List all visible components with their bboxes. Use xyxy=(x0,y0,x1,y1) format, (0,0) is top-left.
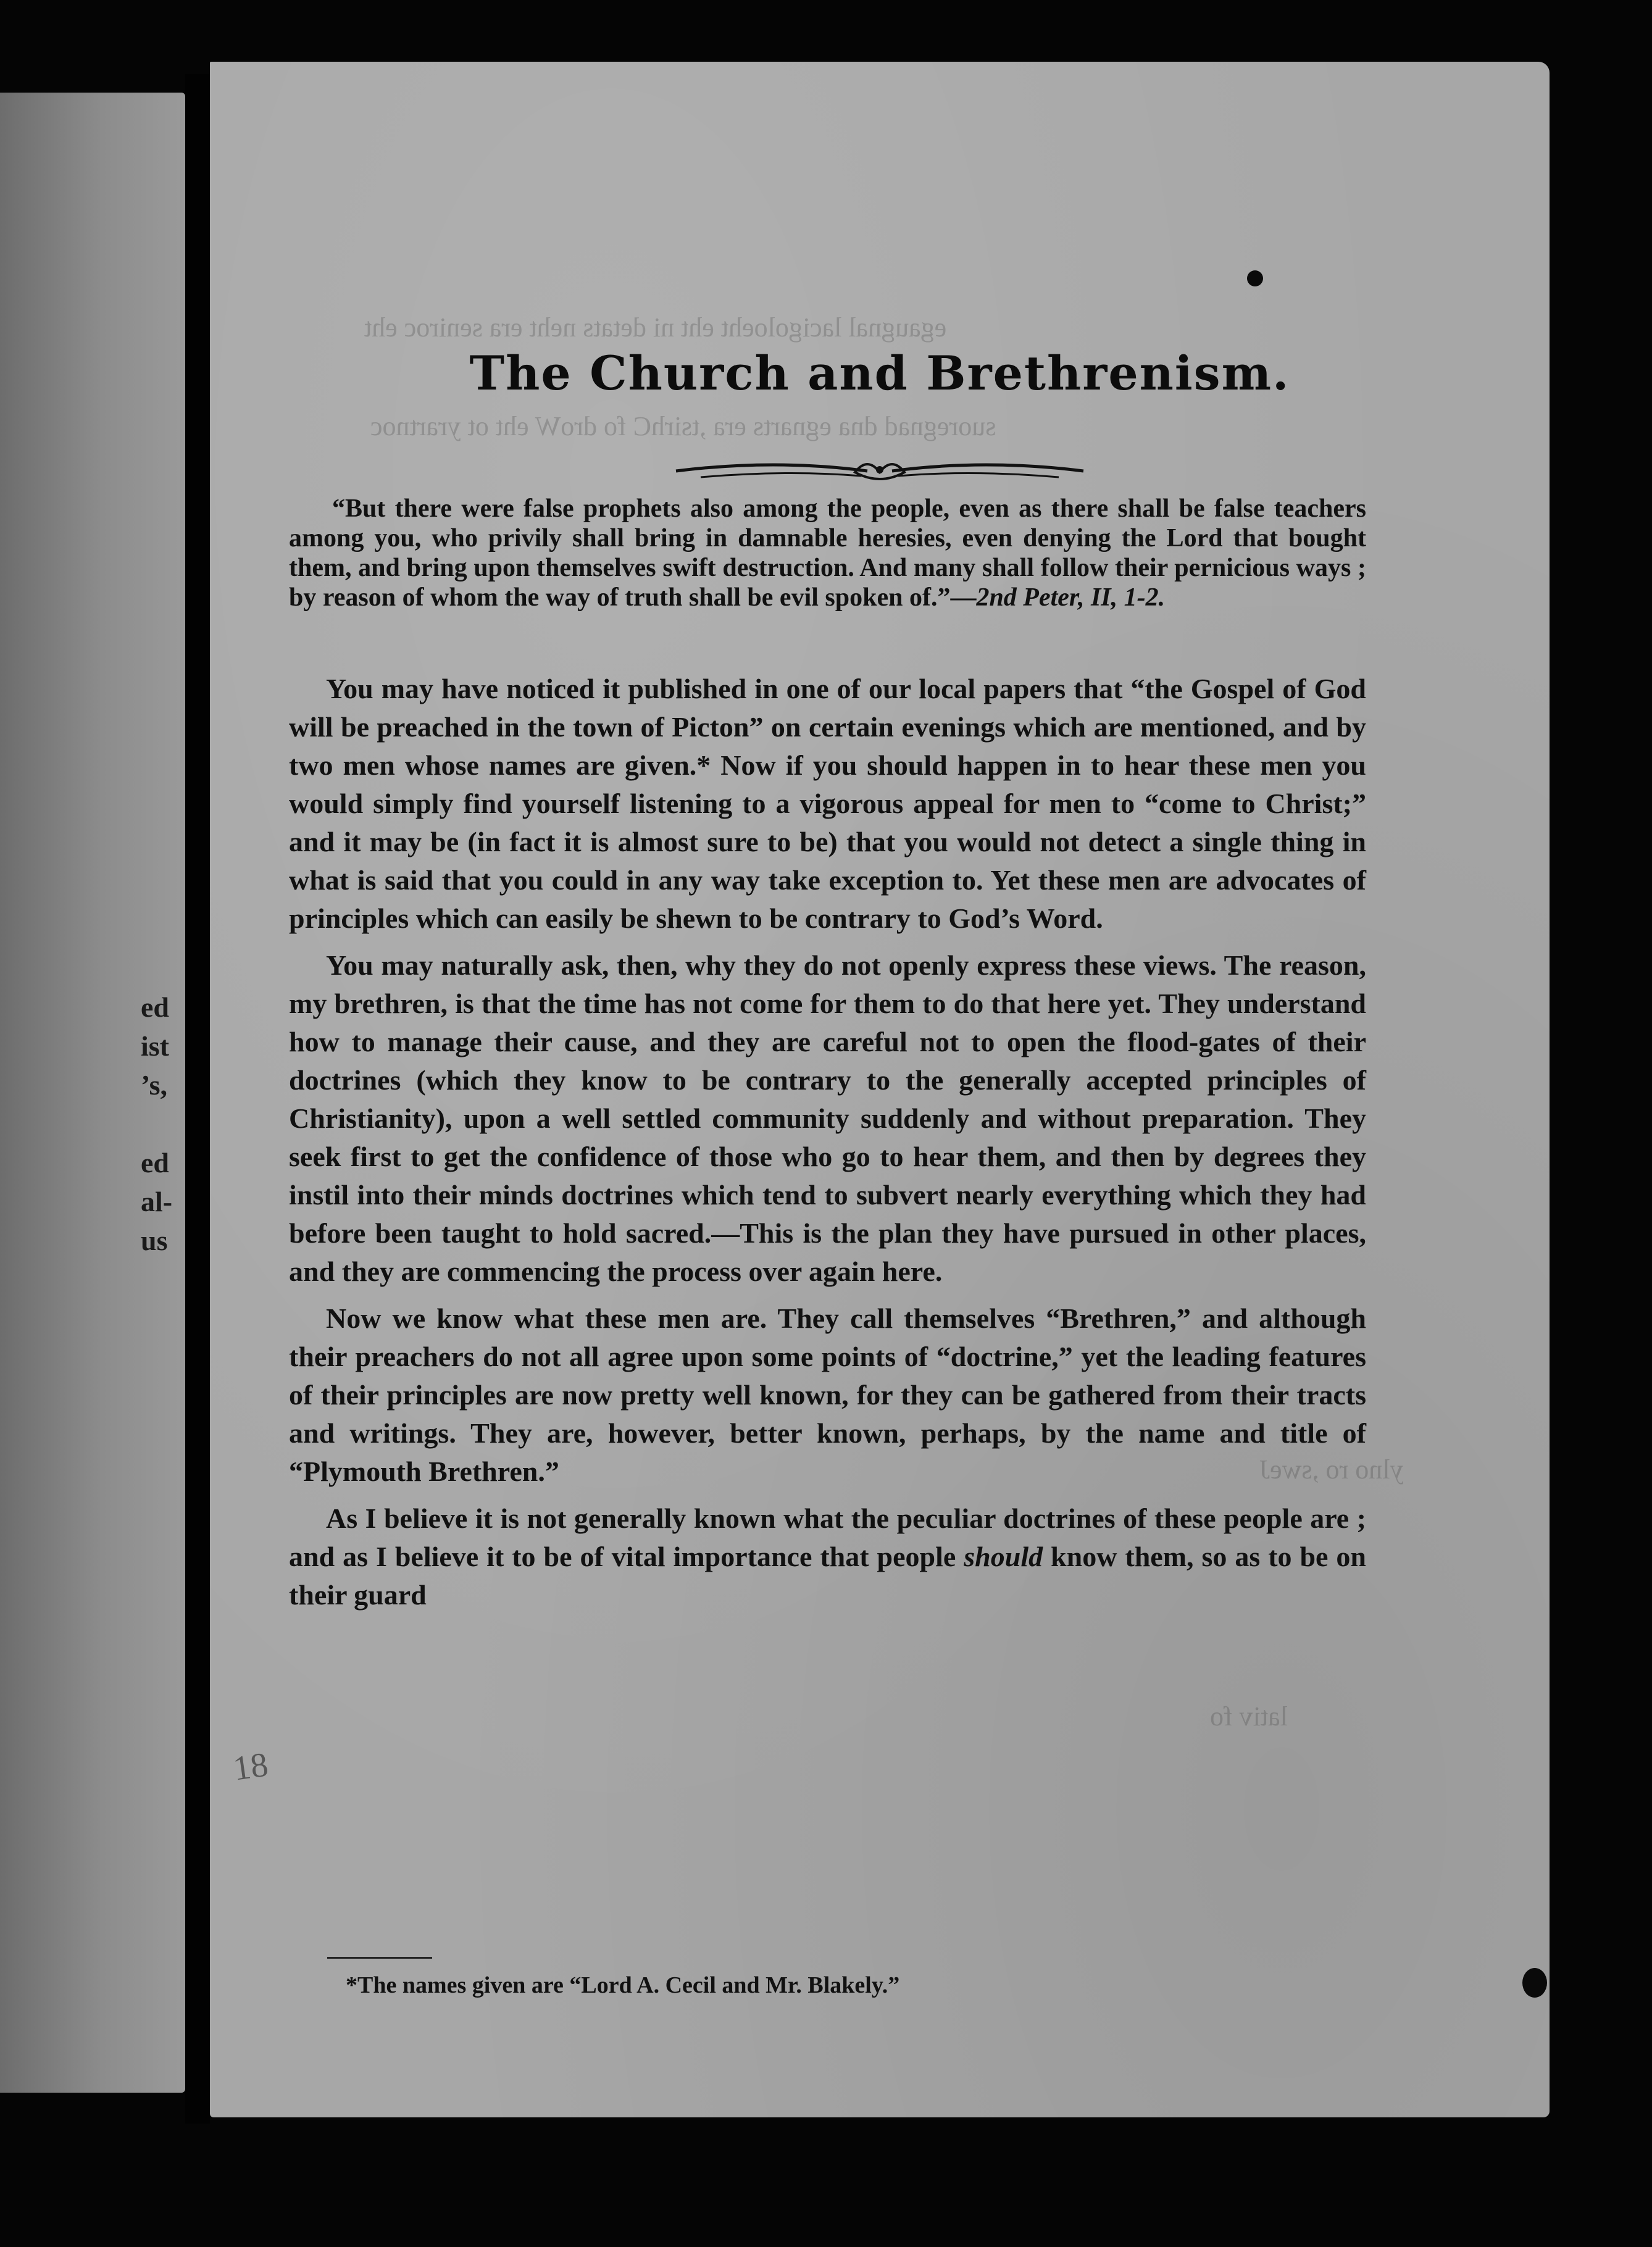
epigraph-citation: 2nd Peter, II, 1-2. xyxy=(976,583,1166,612)
paragraph: You may naturally ask, then, why they do not openly express these views. The reason, my brethren, is that the time has not come for them to do that here yet. They understand how to manage their cause, and they are careful not to open the flood-gates of their doctrines (which they know to be contrary to the generally accepted principles of Christianity), upon a well settled community suddenly and without preparation. They seek first to get the confidence of those who go to hear them, and then by degrees they instil into their minds doctrines which tend to subvert nearly everything which they had before been taught to hold sacred.—This is the plan they have pursued in other places, and they are commencing the process over again here. xyxy=(289,949,1366,1287)
handwritten-folio-mark: 18 xyxy=(230,1745,271,1788)
facing-page xyxy=(0,93,185,2093)
title-ornament xyxy=(664,448,1096,491)
bleed-through-text: ylno ro ,sweJ xyxy=(1259,1454,1404,1485)
bleed-through-text: lativ fo xyxy=(1210,1701,1288,1732)
footnote-rule xyxy=(327,1957,432,1959)
paragraph-text: As I believe it is not generally known what the peculiar doctrines of these people are ; and as I believe it to be of vital importance that people xyxy=(289,1503,1366,1572)
footnote: *The names given are “Lord A. Cecil and Mr. Blakely.” xyxy=(346,1972,900,1998)
paragraph: Now we know what these men are. They call themselves “Brethren,” and although their preachers do not all agree upon some points of “doctrine,” yet the leading features of their principles are now pretty well known, for they can be gathered from their tracts and writings. They are, however, better known, perhaps, by the name and title of “Plymouth Brethren.” xyxy=(289,1303,1366,1487)
paragraph xyxy=(289,1499,1366,1614)
ink-spot xyxy=(1247,270,1263,286)
ink-spot xyxy=(1522,1968,1547,1998)
binding-gutter xyxy=(185,74,210,2124)
epigraph-text: “But there were false prophets also among the people, even as there shall be false teachers among you, who privily shall bring in damnable heresies, even denying the Lord that bought them, and bring upon themselves swift destruction. And many shall follow their pernicious ways ; by reason of whom the way of truth shall be evil spoken of.”— xyxy=(289,494,1366,612)
paragraph: You may have noticed it published in one of our local papers that “the Gospel of God will be preached in the town of Picton” on certain evenings which are mentioned, and by two men whose names are given.* Now if you should happen in to hear these men you would simply find yourself listening to a vigorous appeal for men to “come to Christ;” and it may be (in fact it is almost sure to be) that you would not detect a single thing in what is said that you could in any way take exception to. Yet these men are advocates of principles which can easily be shewn to be contrary to God’s Word. xyxy=(289,673,1366,934)
facing-page-text-fragments: ed ist ’s, ed al- us xyxy=(141,991,173,1256)
document-page xyxy=(210,62,1550,2117)
body-text xyxy=(289,670,1366,1623)
epigraph xyxy=(289,494,1366,612)
emphasis-word: should xyxy=(964,1541,1043,1572)
bleed-through-text: egaugnal lacigoloeht eht ni detats neht era seniroc eht xyxy=(364,312,947,343)
page-title: The Church and Brethrenism. xyxy=(469,346,1290,401)
paragraph-text: know them, so as to be on their guard xyxy=(289,1541,1367,1611)
bleed-through-text: suoregnad dna egnarts era ,tsirhC fo droW eht ot yrartnoc xyxy=(370,411,996,441)
